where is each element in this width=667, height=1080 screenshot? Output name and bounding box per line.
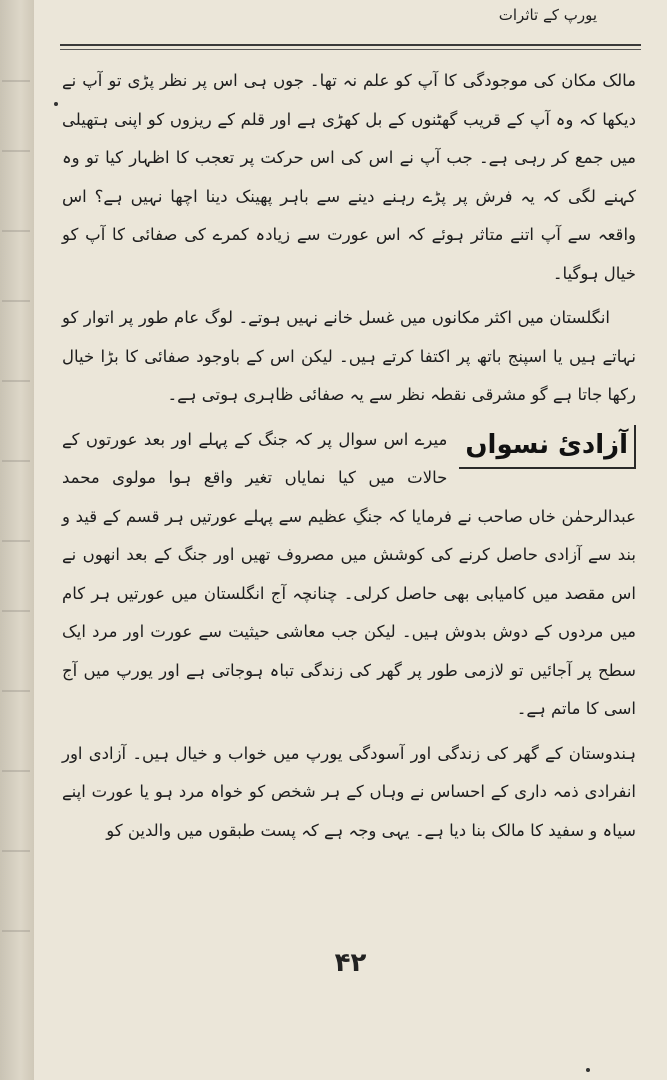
adjacent-page-edge <box>0 0 35 1080</box>
paragraph-landlady: مالک مکان کی موجودگی کا آپ کو علم نہ تھا۔ جوں ہی اس پر نظر پڑی تو آپ نے دیکھا کہ وہ آپ کے قریب گھٹنوں کے بل کھڑی ہے اور قلم کے ریزوں کو اپنی ہتھیلی میں جمع کر رہی ہے۔ جب آپ نے اس کی اس حرکت پر تعجب کا اظہار کیا تو وہ کہنے لگی کہ یہ فرش پر پڑے رہنے دینے سے باہر پھینک دینا اچھا نہیں ہے؟ اس واقعہ سے آپ اتنے متاثر ہوئے کہ اس عورت سے زیادہ کمرے کی صفائی کا آپ کو خیال ہوگیا۔ <box>62 71 636 283</box>
side-heading: آزادیٔ نسواں <box>465 429 628 460</box>
book-page <box>34 0 667 1080</box>
paragraph-womens-freedom: میرے اس سوال پر کہ جنگ کے پہلے اور بعد عورتوں کے حالات میں کیا نمایاں تغیر واقع ہوا مولوی محمد عبدالرحمٰن خاں صاحب نے فرمایا کہ جنگِ عظیم سے پہلے عورتیں ہر قسم کے قید و بند سے آزادی حاصل کرنے کی کوشش میں مصروف تھیں اور جنگ کے بعد انھوں نے اس مقصد میں کامیابی بھی حاصل کرلی۔ چنانچہ آج انگلستان میں عورتیں ہر کام میں مردوں کے دوش بدوش ہیں۔ لیکن جب معاشی حیثیت سے عورت اور مرد ایک سطح پر آجائیں تو لازمی طور پر گھر کی زندگی تباہ ہوجاتی ہے اور یورپ میں آج اسی کا ماتم ہے۔ <box>62 429 636 718</box>
running-head: یورپ کے تاثرات <box>498 6 597 24</box>
header-rule-secondary <box>60 49 641 50</box>
page-number: ۴۲ <box>334 948 367 978</box>
paragraph-bathing: انگلستان میں اکثر مکانوں میں غسل خانے نہیں ہوتے۔ لوگ عام طور پر اتوار کو نہاتے ہیں یا اسپنج باتھ پر اکتفا کرتے ہیں۔ لیکن اس کے باوجود صفائی کا بڑا خیال رکھا جاتا ہے گو مشرقی نقطہ نظر سے یہ صفائی ظاہری ہوتی ہے۔ <box>62 308 636 404</box>
header-rule <box>60 44 641 46</box>
paragraph-home-life: ہندوستان کے گھر کی زندگی اور آسودگی یورپ میں خواب و خیال ہیں۔ آزادی اور انفرادی ذمہ داری کے احساس نے وہاں کے ہر شخص کو خواہ مرد ہو یا عورت اپنے سیاہ و سفید کا مالک بنا دیا ہے۔ یہی وجہ ہے کہ پست طبقوں میں والدین کو <box>62 743 636 840</box>
print-speck <box>586 1068 590 1072</box>
side-heading-box <box>459 425 636 469</box>
body-text <box>62 62 636 856</box>
print-speck <box>54 102 58 106</box>
